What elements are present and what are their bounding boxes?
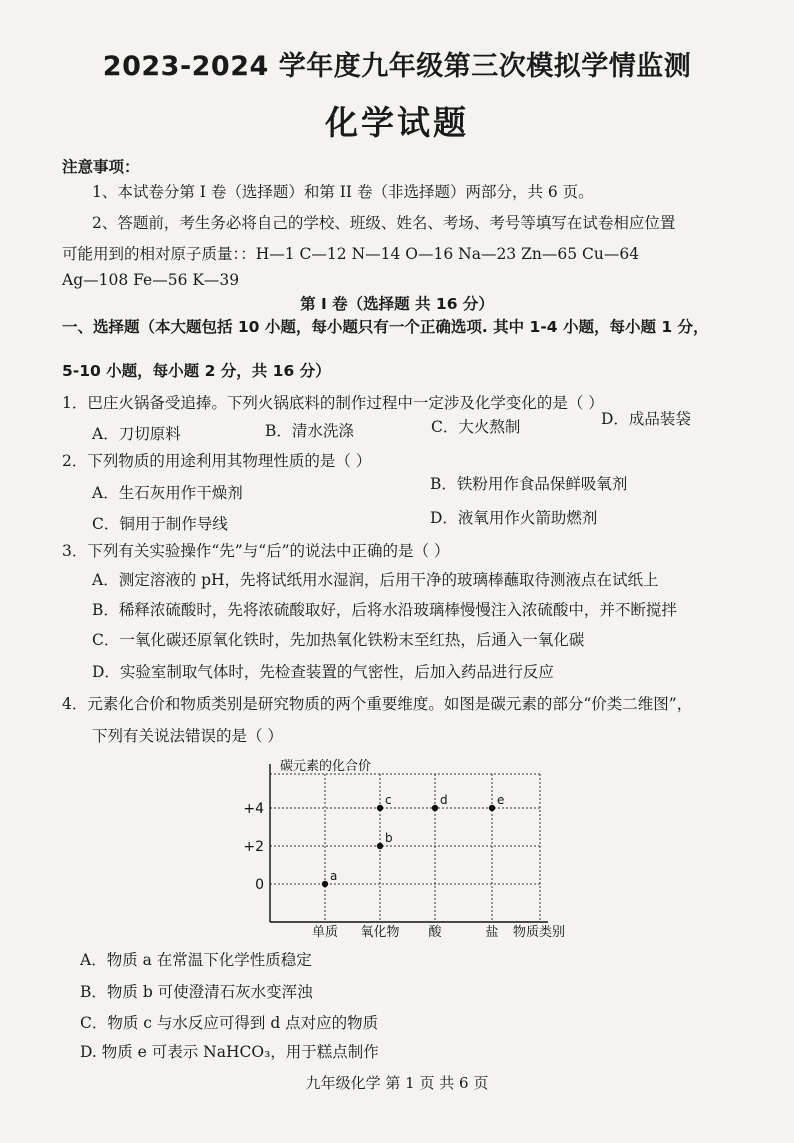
question-2-option-b: B．铁粉用作食品保鲜吸氧剂 bbox=[430, 475, 628, 493]
notice-item-1: 1、本试卷分第 I 卷（选择题）和第 II 卷（非选择题）两部分，共 6 页。 bbox=[92, 183, 594, 201]
question-2-option-c: C．铜用于制作导线 bbox=[92, 515, 228, 533]
question-1-option-d: D．成品装袋 bbox=[601, 410, 691, 428]
x-tick-label: 酸 bbox=[428, 925, 442, 940]
subject-title: 化学试题 bbox=[325, 103, 469, 142]
atomic-mass-line-2: Ag—108 Fe—56 K—39 bbox=[62, 271, 240, 289]
section-intro-line-2: 5-10 小题，每小题 2 分，共 16 分） bbox=[62, 362, 331, 380]
x-tick-label: 盐 bbox=[485, 925, 499, 940]
section-intro-line-1: 一、选择题（本大题包括 10 小题，每小题只有一个正确选项. 其中 1-4 小题，每小题 1 分， bbox=[62, 318, 709, 336]
x-axis-label: 物质类别 bbox=[513, 925, 566, 940]
question-4-stem-line-2: 下列有关说法错误的是（ ） bbox=[92, 727, 283, 745]
question-1-option-a: A．刀切原料 bbox=[92, 425, 181, 443]
point-e bbox=[489, 805, 495, 811]
point-label-d: d bbox=[440, 793, 448, 807]
question-3-option-b: B．稀释浓硫酸时，先将浓硫酸取好，后将水沿玻璃棒慢慢注入浓硫酸中，并不断搅拌 bbox=[92, 601, 677, 619]
question-2-option-d: D．液氧用作火箭助燃剂 bbox=[430, 509, 598, 527]
question-3-option-c: C．一氧化碳还原氧化铁时，先加热氧化铁粉末至红热，后通入一氧化碳 bbox=[92, 631, 585, 649]
point-label-a: a bbox=[330, 869, 338, 883]
question-1-stem: 1．巴庄火锅备受追捧。下列火锅底料的制作过程中一定涉及化学变化的是（ ） bbox=[62, 394, 604, 412]
atomic-mass-line-1: 可能用到的相对原子质量：：H—1 C—12 N—14 O—16 Na—23 Zn—65 Cu—64 bbox=[62, 245, 640, 263]
point-label-c: c bbox=[385, 793, 392, 807]
exam-title: 2023-2024 学年度九年级第三次模拟学情监测 bbox=[102, 51, 692, 82]
question-2-stem: 2．下列物质的用途利用其物理性质的是（ ） bbox=[62, 452, 372, 470]
question-3-option-d: D．实验室制取气体时，先检查装置的气密性，后加入药品进行反应 bbox=[92, 663, 554, 681]
point-label-e: e bbox=[497, 793, 505, 807]
section-heading: 第 I 卷（选择题 共 16 分） bbox=[300, 295, 494, 313]
question-2-option-a: A．生石灰用作干燥剂 bbox=[92, 484, 243, 502]
question-1-option-b: B．清水洗涤 bbox=[265, 422, 354, 440]
notice-heading: 注意事项： bbox=[62, 158, 140, 176]
chart-points bbox=[322, 793, 505, 887]
x-tick-label: 氧化物 bbox=[360, 925, 400, 940]
question-4-option-a: A．物质 a 在常温下化学性质稳定 bbox=[80, 951, 312, 969]
question-3-option-a: A．测定溶液的 pH，先将试纸用水湿润，后用干净的玻璃棒蘸取待测液点在试纸上 bbox=[92, 571, 659, 589]
question-1-option-c: C．大火熬制 bbox=[431, 418, 521, 436]
point-c bbox=[377, 805, 383, 811]
question-4-option-c: C．物质 c 与水反应可得到 d 点对应的物质 bbox=[80, 1014, 379, 1032]
y-tick-label: 0 bbox=[255, 877, 264, 893]
question-3-stem: 3．下列有关实验操作“先”与“后”的说法中正确的是（ ） bbox=[62, 542, 450, 560]
notice-item-2: 2、答题前，考生务必将自己的学校、班级、姓名、考场、考号等填写在试卷相应位置 bbox=[92, 214, 676, 232]
point-a bbox=[322, 881, 328, 887]
page-footer: 九年级化学 第 1 页 共 6 页 bbox=[305, 1074, 489, 1092]
y-tick-labels bbox=[243, 801, 264, 893]
x-tick-labels bbox=[312, 924, 499, 940]
question-4-stem-line-1: 4．元素化合价和物质类别是研究物质的两个重要维度。如图是碳元素的部分“价类二维图”， bbox=[62, 695, 693, 713]
point-label-b: b bbox=[385, 831, 393, 845]
x-tick-label: 单质 bbox=[311, 925, 339, 940]
question-4-option-d: D. 物质 e 可表示 NaHCO₃，用于糕点制作 bbox=[80, 1043, 379, 1061]
question-4-option-b: B．物质 b 可使澄清石灰水变浑浊 bbox=[80, 983, 313, 1001]
y-tick-label: +4 bbox=[243, 801, 264, 817]
y-axis-label: 碳元素的化合价 bbox=[280, 759, 372, 774]
point-d bbox=[432, 805, 438, 811]
point-b bbox=[377, 843, 383, 849]
valence-class-chart bbox=[230, 752, 590, 942]
y-tick-label: +2 bbox=[243, 839, 264, 855]
